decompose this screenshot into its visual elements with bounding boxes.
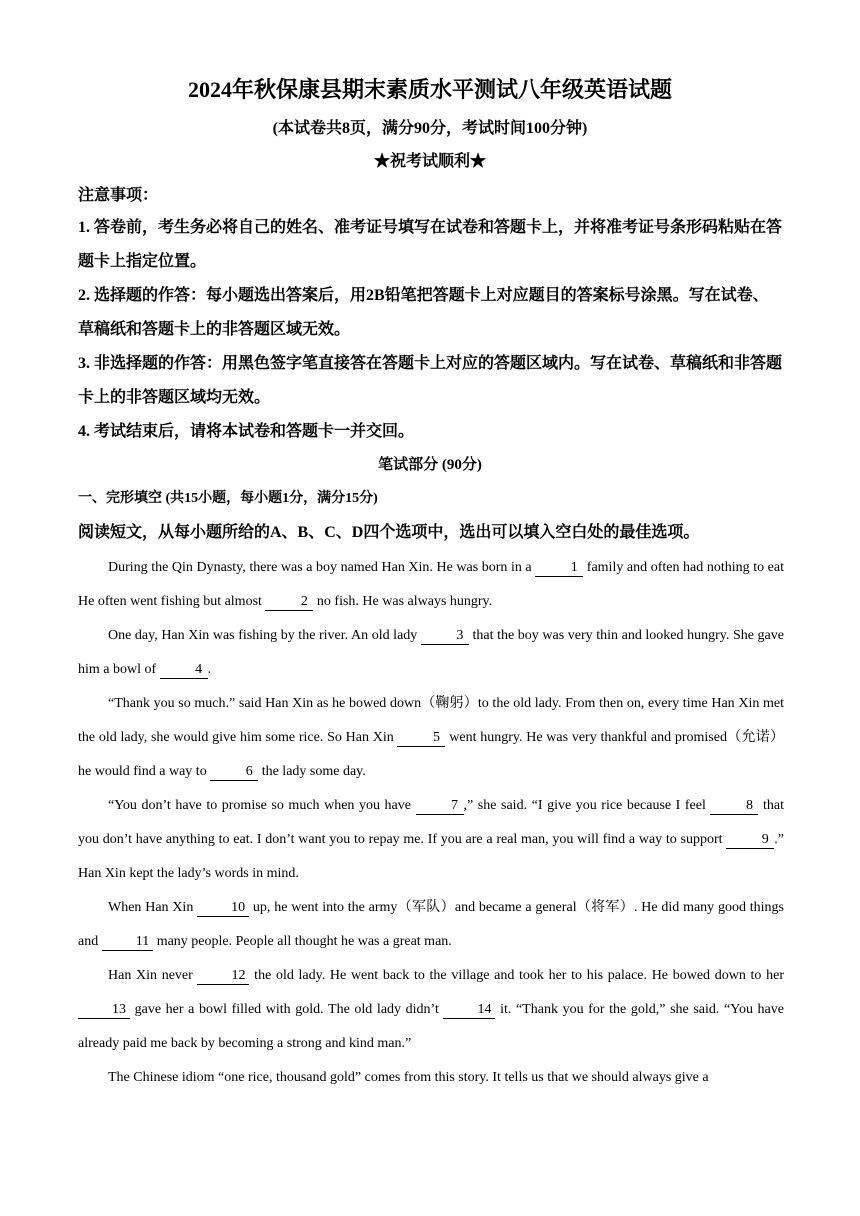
blank-14: 14 bbox=[443, 1002, 495, 1019]
blank-5: 5 bbox=[397, 730, 445, 747]
passage-text: went hungry. He was very thankful and promised（允诺）he would find a way to bbox=[78, 730, 784, 779]
passage-text: During the Qin Dynasty, there was a boy named Han Xin. He was born in a bbox=[108, 560, 536, 575]
passage-text: When Han Xin bbox=[108, 900, 198, 915]
blank-4: 4 bbox=[160, 662, 208, 679]
passage-text: The Chinese idiom “one rice, thousand gold” comes from this story. It tells us that we should always give a bbox=[108, 1070, 709, 1085]
notice-heading: 注意事项： bbox=[78, 187, 159, 204]
notice-item-2: 2. 选择题的作答：每小题选出答案后，用2B铅笔把答题卡上对应题目的答案标号涂黑。写在试卷、草稿纸和答题卡上的非答题区域无效。 bbox=[78, 287, 769, 338]
blank-6: 6 bbox=[210, 764, 258, 781]
passage-text: many people. People all thought he was a great man. bbox=[153, 934, 452, 949]
blank-9: 9 bbox=[726, 832, 774, 849]
blank-2: 2 bbox=[265, 594, 313, 611]
passage-text: that you don’t have anything to eat. I don’t want you to repay me. If you are a real man, you will find a way to support bbox=[78, 798, 784, 847]
notice-item-4: 4. 考试结束后，请将本试卷和答题卡一并交回。 bbox=[78, 423, 415, 440]
passage-text: up, he went into the army（军队）and became a general（将军）. He did many good things and bbox=[78, 900, 784, 949]
passage-text: One day, Han Xin was fishing by the river. An old lady bbox=[108, 628, 421, 643]
exam-subtitle: (本试卷共8页，满分90分，考试时间100分钟) bbox=[272, 120, 588, 137]
passage-paragraph-5 bbox=[78, 891, 784, 959]
cloze-passage bbox=[78, 551, 784, 1095]
blank-7: 7 bbox=[416, 798, 464, 815]
blank-13: 13 bbox=[78, 1002, 130, 1019]
notice-item-3: 3. 非选择题的作答：用黑色签字笔直接答在答题卡上对应的答题区域内。写在试卷、草稿纸和非答题卡上的非答题区域均无效。 bbox=[78, 355, 783, 406]
passage-paragraph-4 bbox=[78, 789, 784, 891]
exam-blessing: ★祝考试顺利★ bbox=[373, 153, 486, 170]
passage-paragraph-2 bbox=[78, 619, 784, 687]
section-instruction: 阅读短文，从每小题所给的A、B、C、D四个选项中，选出可以填入空白处的最佳选项。 bbox=[78, 524, 700, 541]
section-heading: 一、完形填空 (共15小题，每小题1分，满分15分) bbox=[78, 491, 378, 506]
passage-text: . bbox=[207, 662, 212, 677]
passage-paragraph-7 bbox=[78, 1061, 784, 1095]
part-title: 笔试部分 (90分) bbox=[378, 457, 482, 473]
notice-item-1: 1. 答卷前，考生务必将自己的姓名、准考证号填写在试卷和答题卡上，并将准考证号条形码粘贴在答题卡上指定位置。 bbox=[78, 219, 783, 270]
passage-text: no fish. He was always hungry. bbox=[313, 594, 493, 609]
blank-11: 11 bbox=[102, 934, 153, 951]
blank-8: 8 bbox=[710, 798, 758, 815]
passage-paragraph-3 bbox=[78, 687, 784, 789]
passage-paragraph-6 bbox=[78, 959, 784, 1061]
passage-text: that the boy was very thin and looked hungry. She gave him a bowl of bbox=[78, 628, 784, 677]
passage-text: ,” she said. “I give you rice because I feel bbox=[463, 798, 711, 813]
passage-text: “You don’t have to promise so much when you have bbox=[108, 798, 416, 813]
passage-text: the lady some day. bbox=[258, 764, 366, 779]
passage-text: it. “Thank you for the gold,” she said. “You have already paid me back by becoming a strong and kind man.” bbox=[78, 1002, 784, 1051]
passage-text: family and often had nothing to eat He often went fishing but almost bbox=[78, 560, 784, 609]
passage-text: the old lady. He went back to the village and took her to his palace. He bowed down to her bbox=[249, 968, 784, 983]
passage-text: gave her a bowl filled with gold. The old lady didn’t bbox=[130, 1002, 444, 1017]
blank-1: 1 bbox=[535, 560, 583, 577]
blank-12: 12 bbox=[197, 968, 249, 985]
passage-text: Han Xin never bbox=[108, 968, 198, 983]
passage-text: .” Han Xin kept the lady’s words in mind. bbox=[78, 832, 784, 881]
passage-paragraph-1 bbox=[78, 551, 784, 619]
blank-10: 10 bbox=[197, 900, 249, 917]
passage-text: “Thank you so much.” said Han Xin as he bowed down（鞠躬）to the old lady. From then on, every time Han Xin met the old lady, she would give him some rice. So Han Xin bbox=[78, 696, 784, 745]
blank-3: 3 bbox=[421, 628, 469, 645]
exam-title: 2024年秋保康县期末素质水平测试八年级英语试题 bbox=[187, 77, 672, 102]
